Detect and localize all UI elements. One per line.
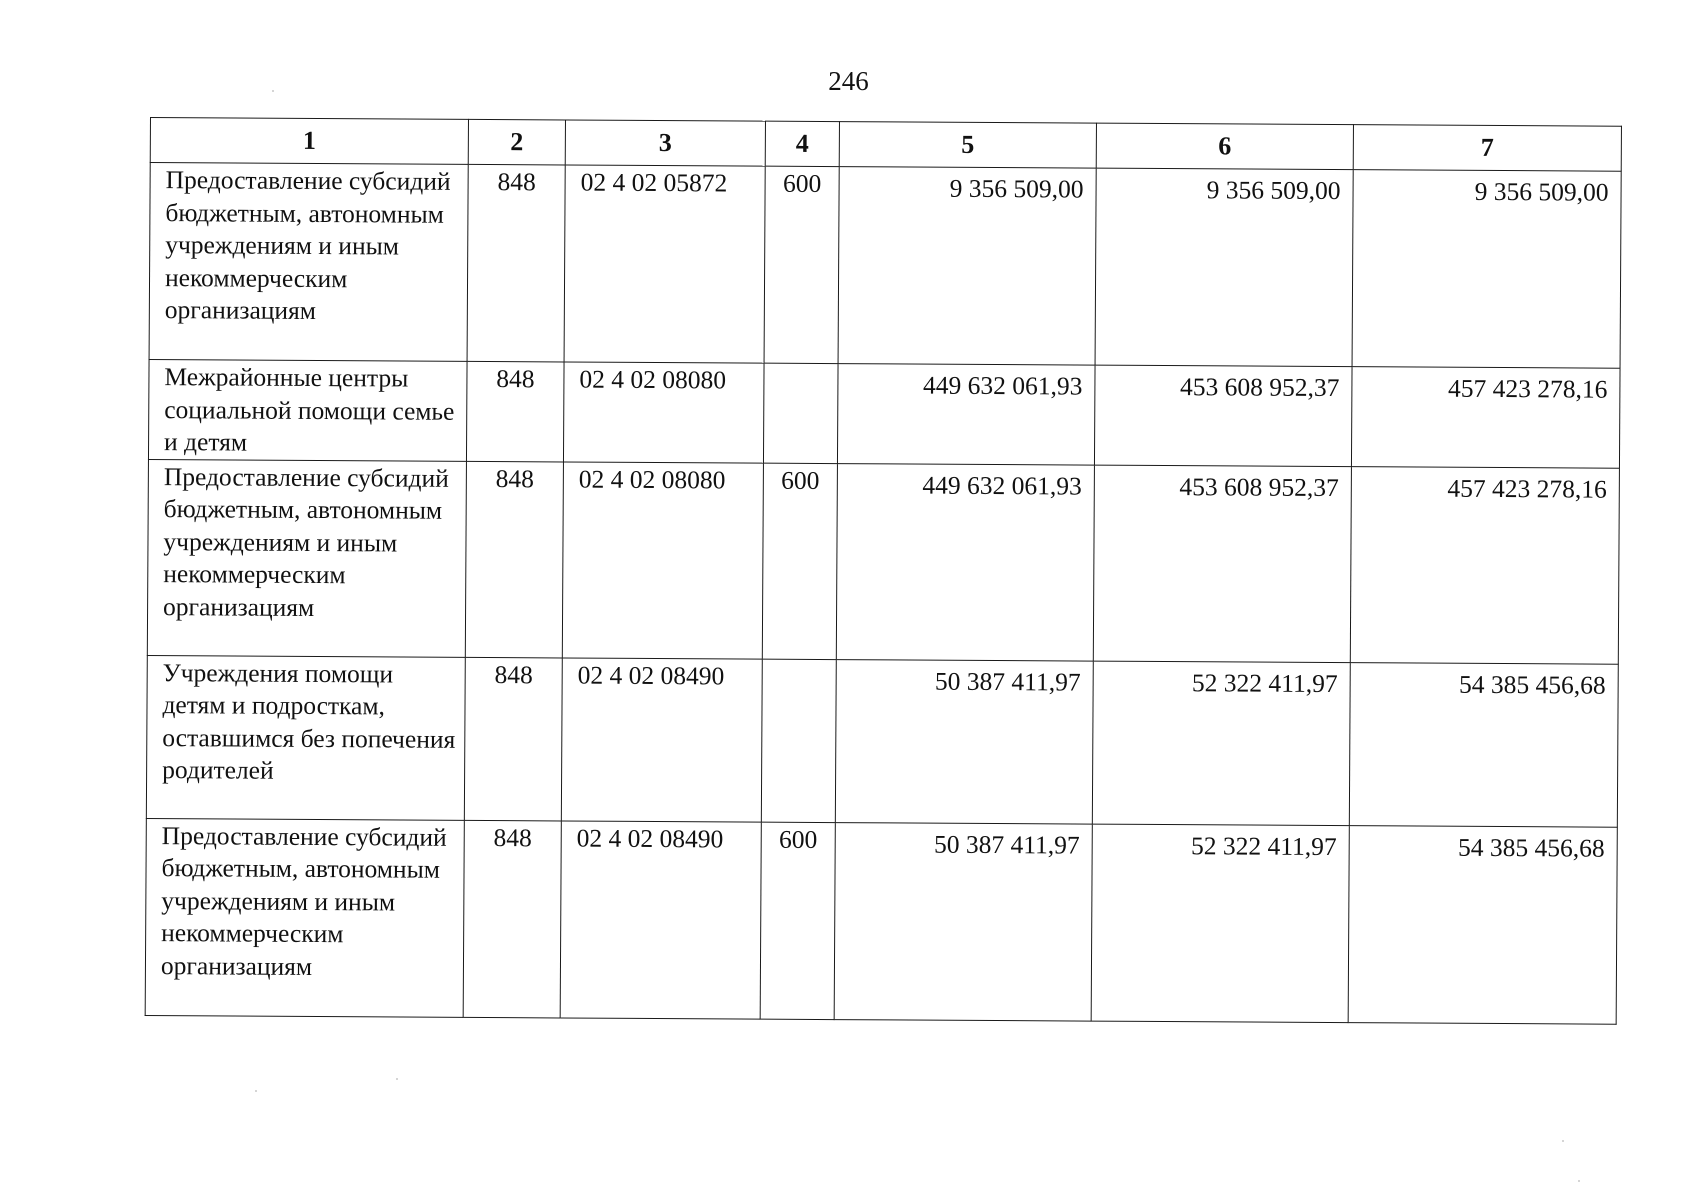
table-row xyxy=(148,359,1620,467)
row-col5: 50 387 411,97 xyxy=(834,822,1092,1021)
scan-speck xyxy=(1578,1180,1580,1182)
row-col7: 54 385 456,68 xyxy=(1348,825,1617,1024)
scan-speck xyxy=(272,90,274,92)
header-col-7: 7 xyxy=(1353,125,1621,172)
row-col2: 848 xyxy=(463,820,561,1018)
row-name: Предоставление субсидий бюджетным, автономным учреждениям и иным некоммерческим организациям xyxy=(147,459,466,657)
table-row xyxy=(147,459,1619,664)
row-col3: 02 4 02 05872 xyxy=(564,165,765,363)
row-name: Предоставление субсидий бюджетным, автономным учреждениям и иным некоммерческим организациям xyxy=(149,163,468,362)
budget-table-wrapper xyxy=(145,117,1621,1024)
row-col6: 9 356 509,00 xyxy=(1095,168,1353,367)
scan-speck xyxy=(255,1090,257,1092)
table-row xyxy=(145,818,1617,1024)
row-col4 xyxy=(763,363,838,463)
scan-speck xyxy=(1562,1140,1564,1142)
budget-table xyxy=(145,117,1622,1024)
row-col4: 600 xyxy=(760,822,835,1019)
row-col3: 02 4 02 08490 xyxy=(560,820,761,1018)
row-col5: 50 387 411,97 xyxy=(835,659,1093,824)
scan-speck xyxy=(396,1078,398,1080)
row-col3: 02 4 02 08080 xyxy=(563,362,764,463)
header-col-6: 6 xyxy=(1096,123,1353,170)
header-col-5: 5 xyxy=(839,122,1096,169)
row-col4: 600 xyxy=(764,166,839,363)
row-col6: 52 322 411,97 xyxy=(1092,661,1350,826)
row-col2: 848 xyxy=(464,657,562,821)
header-col-4: 4 xyxy=(765,121,839,166)
row-col4: 600 xyxy=(762,463,837,659)
row-col7: 457 423 278,16 xyxy=(1350,466,1619,664)
row-col5: 449 632 061,93 xyxy=(836,463,1094,661)
header-col-2: 2 xyxy=(468,119,565,165)
row-col7: 457 423 278,16 xyxy=(1351,367,1620,468)
row-col2: 848 xyxy=(466,361,564,461)
table-row xyxy=(146,655,1618,827)
row-col2: 848 xyxy=(465,461,563,658)
row-col4 xyxy=(761,659,836,822)
row-col7: 54 385 456,68 xyxy=(1349,662,1618,827)
row-col5: 9 356 509,00 xyxy=(838,167,1096,366)
table-row xyxy=(149,163,1621,369)
header-col-3: 3 xyxy=(565,120,765,166)
row-col6: 453 608 952,37 xyxy=(1094,365,1352,466)
row-col2: 848 xyxy=(467,164,565,362)
row-col3: 02 4 02 08080 xyxy=(562,461,763,658)
row-col7: 9 356 509,00 xyxy=(1352,170,1621,369)
row-col6: 453 608 952,37 xyxy=(1093,465,1351,663)
row-col6: 52 322 411,97 xyxy=(1091,824,1349,1023)
row-col3: 02 4 02 08490 xyxy=(561,657,762,821)
page-number: 246 xyxy=(828,66,869,96)
row-name: Учреждения помощи детям и подросткам, оставшимся без попечения родителей xyxy=(146,655,465,820)
header-col-1: 1 xyxy=(150,118,468,165)
row-name: Предоставление субсидий бюджетным, автономным учреждениям и иным некоммерческим организациям xyxy=(145,818,464,1017)
row-col5: 449 632 061,93 xyxy=(837,364,1095,465)
row-name: Межрайонные центры социальной помощи семье и детям xyxy=(148,359,467,460)
